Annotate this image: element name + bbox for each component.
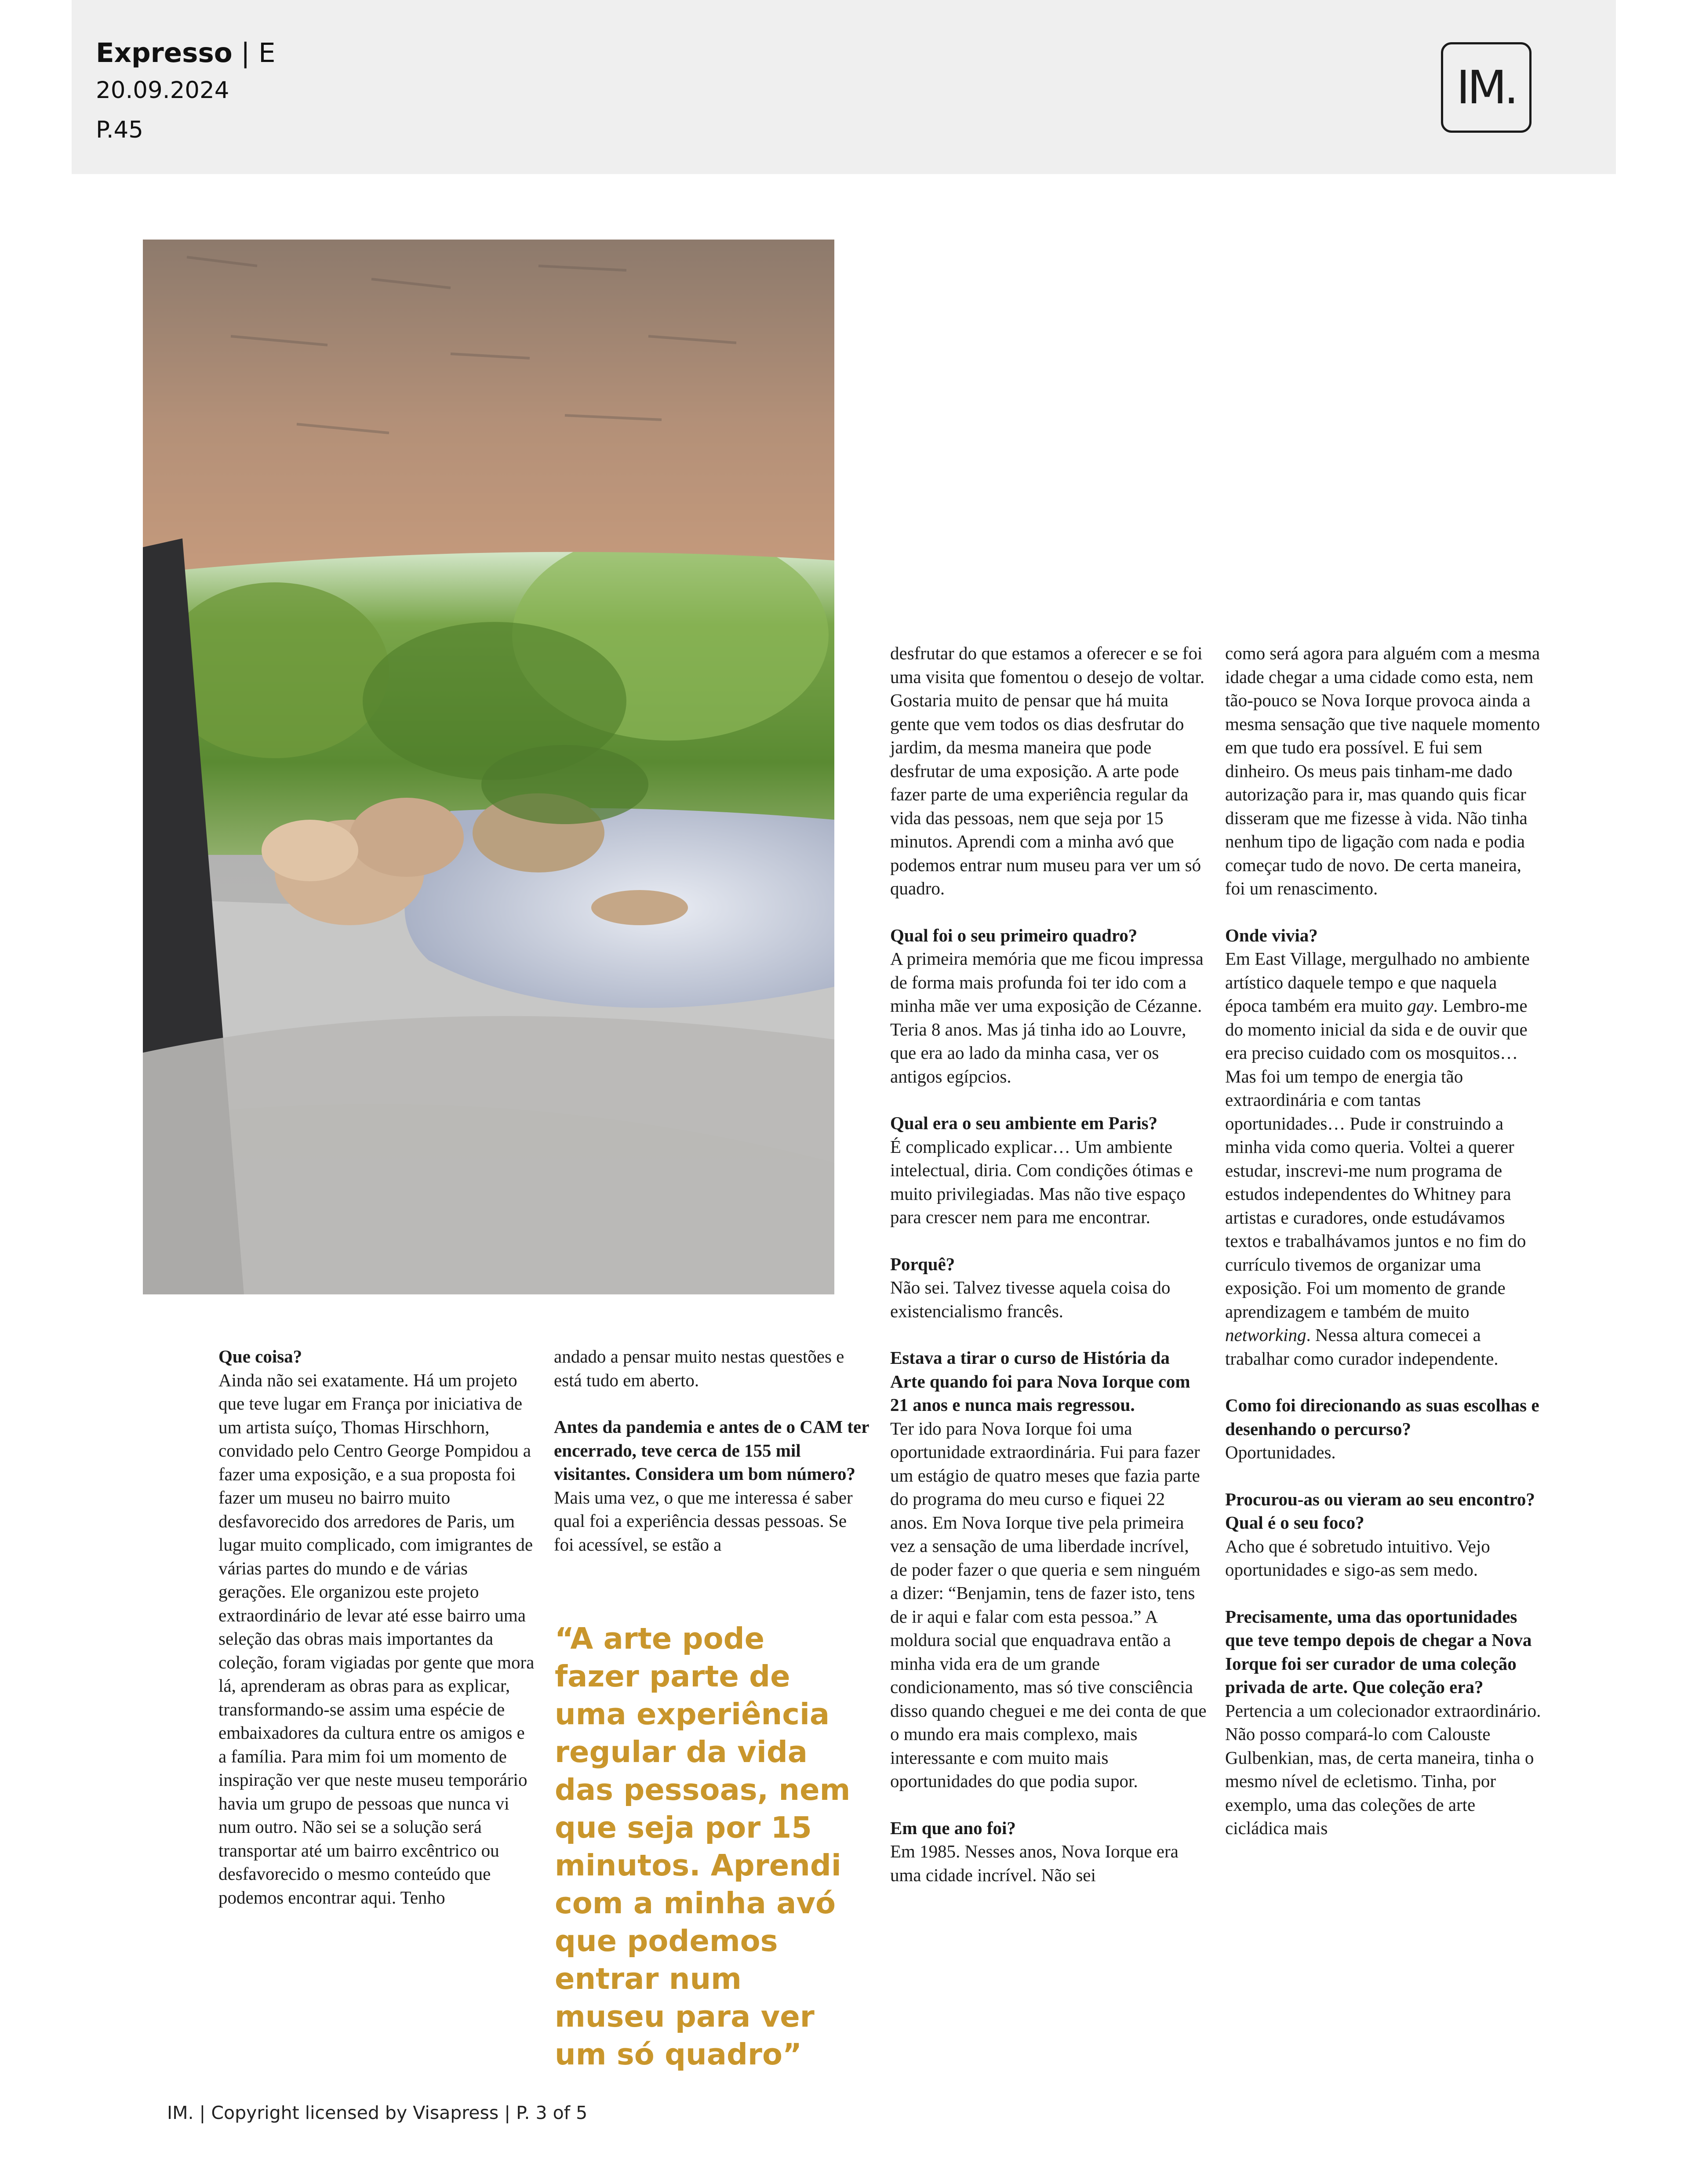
article-photo xyxy=(143,240,834,1294)
interview-answer: É complicado explicar… Um ambiente intelectual, diria. Com condições ótimas e muito privilegiadas. Mas não tive espaço para crescer nem para me encontrar. xyxy=(890,1136,1193,1227)
interview-answer: Em 1985. Nesses anos, Nova Iorque era uma cidade incrível. Não sei xyxy=(890,1841,1179,1885)
article-column-1 xyxy=(218,1345,535,1909)
interview-question: Antes da pandemia e antes de o CAM ter encerrado, teve cerca de 155 mil visitantes. Considera um bom número? xyxy=(554,1417,869,1484)
answer-text: . Lembro-me do momento inicial da sida e de ouvir que era preciso cuidado com os mosquitos… Mas foi um tempo de energia tão extraordinária e com tantas oportunidades… Pude ir construindo a minha vida como queria. Voltei a querer estudar, inscrevi-me num programa de estudos independentes do Whitney para artistas e curadores, onde estudávamos textos e trabalhávamos juntos e no fim do currículo tivemos de organizar uma exposição. Foi um momento de grande aprendizagem e também de muito xyxy=(1225,996,1528,1322)
publication-separator: | xyxy=(232,37,259,69)
interview-question: Qual era o seu ambiente em Paris? xyxy=(890,1113,1158,1133)
interview-answer xyxy=(1225,947,1542,1370)
interview-answer: Ter ido para Nova Iorque foi uma oportunidade extraordinária. Fui para fazer um estágio de quatro meses que fazia parte do programa do meu curso e fiquei 22 anos. Em Nova Iorque tive pela primeira vez a sensação de uma liberdade incrível, de poder fazer o que queria e sem ninguém a dizer: “Benjamin, tens de fazer isto, tens de ir aqui e falar com esta pessoa.” A moldura social que enquadrava então a minha vida era de um grande condicionamento, mas só tive consciência disso quando cheguei e me dei conta de que o mundo era mais complexo, mais interessante e com muito mais oportunidades do que podia supor. xyxy=(890,1418,1207,1791)
interview-answer: Mais uma vez, o que me interessa é saber qual foi a experiência dessas pessoas. Se foi acessível, se estão a xyxy=(554,1487,853,1555)
publication-name: Expresso xyxy=(96,37,233,69)
im-logo: IM. xyxy=(1441,42,1532,133)
publication-date: 20.09.2024 xyxy=(96,77,229,104)
interview-answer: A primeira memória que me ficou impressa de forma mais profunda foi ter ido com a minha mãe ver uma exposição de Cézanne. Teria 8 anos. Mas já tinha ido ao Louvre, que era ao lado da minha casa, ver os antigos egípcios. xyxy=(890,948,1204,1087)
interview-answer: Acho que é sobretudo intuitivo. Vejo oportunidades e sigo-as sem medo. xyxy=(1225,1536,1490,1580)
interview-question: Procurou-as ou vieram ao seu encontro? Qual é o seu foco? xyxy=(1225,1489,1535,1533)
article-column-3 xyxy=(890,642,1207,1887)
answer-emphasis: gay xyxy=(1407,996,1433,1016)
interview-question: Porquê? xyxy=(890,1254,955,1274)
interview-question: Precisamente, uma das oportunidades que teve tempo depois de chegar a Nova Iorque foi ser curador de uma coleção privada de arte. Que coleção era? xyxy=(1225,1606,1532,1697)
pull-quote: “A arte pode fazer parte de uma experiência regular da vida das pessoas, nem que seja por 15 minutos. Aprendi com a minha avó que podemos entrar num museu para ver um só quadro” xyxy=(555,1621,851,2071)
article-column-2 xyxy=(554,1345,870,1556)
article-column-4 xyxy=(1225,642,1542,1840)
interview-answer: Não sei. Talvez tivesse aquela coisa do existencialismo francês. xyxy=(890,1277,1171,1321)
interview-answer: andado a pensar muito nestas questões e está tudo em aberto. xyxy=(554,1346,844,1390)
answer-text: Em East Village, mergulhado no ambiente artístico daquele tempo e que naquela época também era muito xyxy=(1225,948,1530,1016)
page-footer: IM. | Copyright licensed by Visapress | P. 3 of 5 xyxy=(167,2102,588,2123)
interview-question: Onde vivia? xyxy=(1225,925,1318,945)
publication-line xyxy=(96,37,276,69)
garden-photo-icon xyxy=(143,240,834,1294)
page-number: P.45 xyxy=(96,116,143,143)
interview-question: Estava a tirar o curso de História da Arte quando foi para Nova Iorque com 21 anos e nunca mais regressou. xyxy=(890,1348,1190,1415)
publication-section: E xyxy=(258,37,276,69)
answer-emphasis: networking xyxy=(1225,1325,1306,1345)
interview-answer: Pertencia a um colecionador extraordinário. Não posso compará-lo com Calouste Gulbenkian, mas, de certa maneira, tinha o mesmo nível de ecletismo. Tinha, por exemplo, uma das coleções de arte cicládica mais xyxy=(1225,1700,1541,1838)
answer-text: . Nessa altura comecei a trabalhar como curador independente. xyxy=(1225,1325,1499,1369)
interview-answer: Oportunidades. xyxy=(1225,1442,1336,1462)
interview-question: Como foi direcionando as suas escolhas e desenhando o percurso? xyxy=(1225,1395,1539,1439)
interview-question: Que coisa? xyxy=(218,1346,302,1366)
page-header xyxy=(72,0,1616,174)
interview-answer: como será agora para alguém com a mesma idade chegar a uma cidade como esta, nem tão-pouco se Nova Iorque provoca ainda a mesma sensação que tive naquele momento em que tudo era possível. E fui sem dinheiro. Os meus pais tinham-me dado autorização para ir, mas quando quis ficar disseram que me fizesse à vida. Não tinha nenhum tipo de ligação com nada e podia começar tudo de novo. De certa maneira, foi um renascimento. xyxy=(1225,643,1540,898)
interview-answer: desfrutar do que estamos a oferecer e se foi uma visita que fomentou o desejo de voltar. Gostaria muito de pensar que há muita gente que vem todos os dias desfrutar do jardim, da mesma maneira que pode desfrutar de uma exposição. A arte pode fazer parte de uma experiência regular da vida das pessoas, nem que seja por 15 minutos. Aprendi com a minha avó que podemos entrar num museu para ver um só quadro. xyxy=(890,643,1205,898)
interview-question: Em que ano foi? xyxy=(890,1817,1016,1838)
interview-answer: Ainda não sei exatamente. Há um projeto que teve lugar em França por iniciativa de um artista suíço, Thomas Hirschhorn, convidado pelo Centro George Pompidou a fazer uma exposição, e a sua proposta foi fazer um museu no bairro muito desfavorecido dos arredores de Paris, um lugar muito complicado, com imigrantes de várias partes do mundo e de várias gerações. Ele organizou este projeto extraordinário de levar até esse bairro uma seleção das obras mais importantes da coleção, foram vigiadas por gente que mora lá, aprenderam as obras para as explicar, transformando-se assim uma espécie de embaixadores da cultura entre os amigos e a família. Para mim foi um momento de inspiração ver que neste museu temporário havia um grupo de pessoas que nunca vi num outro. Não sei se a solução será transportar até um bairro excêntrico ou desfavorecido o mesmo conteúdo que podemos encontrar aqui. Tenho xyxy=(218,1370,535,1908)
interview-question: Qual foi o seu primeiro quadro? xyxy=(890,925,1138,945)
